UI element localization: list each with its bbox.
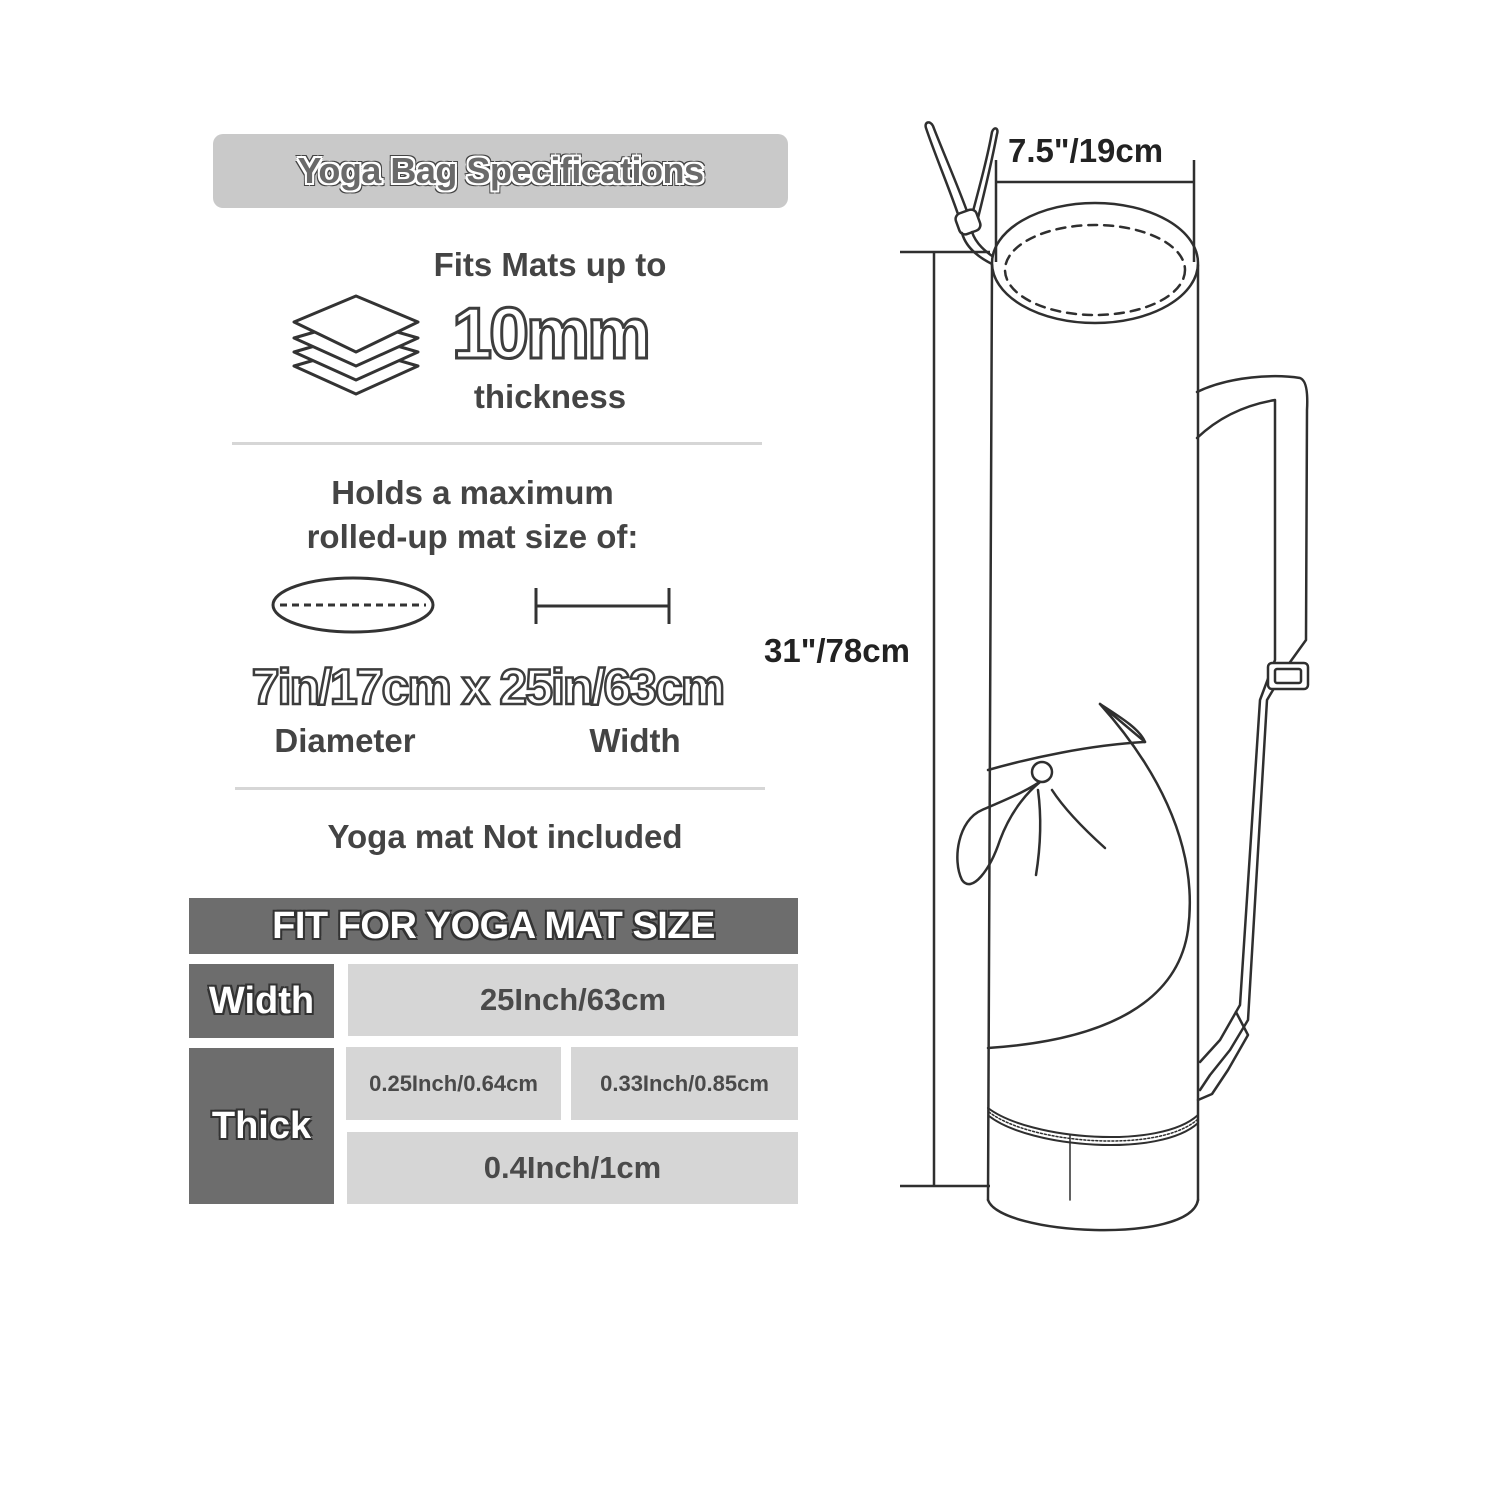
table-width-value	[348, 964, 798, 1036]
spec-title: Yoga Bag Specifications	[297, 150, 704, 191]
bag-top-width-label: 7.5"/19cm	[1008, 132, 1164, 169]
thick-label-text: Thick	[211, 1104, 312, 1147]
fits-line1: Fits Mats up to	[433, 246, 667, 283]
stacked-layers-icon	[288, 292, 424, 398]
table-thick-value-1	[346, 1047, 561, 1120]
divider-2	[235, 787, 765, 790]
bag-height-label: 31"/78cm	[764, 632, 910, 669]
holds-line2: rolled-up mat size of:	[306, 518, 639, 555]
table-thick-value-2	[571, 1047, 798, 1120]
thick-value-2-text: 0.33Inch/0.85cm	[600, 1070, 769, 1096]
fits-line3: thickness	[473, 378, 627, 415]
table-title-text: FIT FOR YOGA MAT SIZE	[272, 904, 715, 947]
mat-size-dims: 7in/17cm x 25in/63cm	[251, 659, 724, 715]
not-included-note: Yoga mat Not included	[327, 818, 683, 855]
width-label-text: Width	[208, 979, 315, 1022]
divider-1	[232, 442, 762, 445]
thick-value-3-text: 0.4Inch/1cm	[483, 1150, 662, 1185]
width-dimension-icon	[530, 584, 675, 628]
table-title	[189, 898, 798, 954]
rolled-mat-ellipse-icon	[268, 574, 438, 636]
yoga-bag-illustration	[880, 110, 1330, 1260]
table-thick-label	[189, 1048, 334, 1204]
diameter-label: Diameter	[274, 722, 416, 759]
thick-value-1-text: 0.25Inch/0.64cm	[369, 1070, 538, 1096]
table-width-label	[189, 964, 334, 1038]
spec-header	[213, 134, 788, 208]
table-thick-value-3	[347, 1132, 798, 1204]
holds-line1: Holds a maximum	[331, 474, 614, 511]
width-label: Width	[589, 722, 681, 759]
width-value-text: 25Inch/63cm	[479, 982, 667, 1017]
thickness-value: 10mm	[451, 294, 649, 374]
